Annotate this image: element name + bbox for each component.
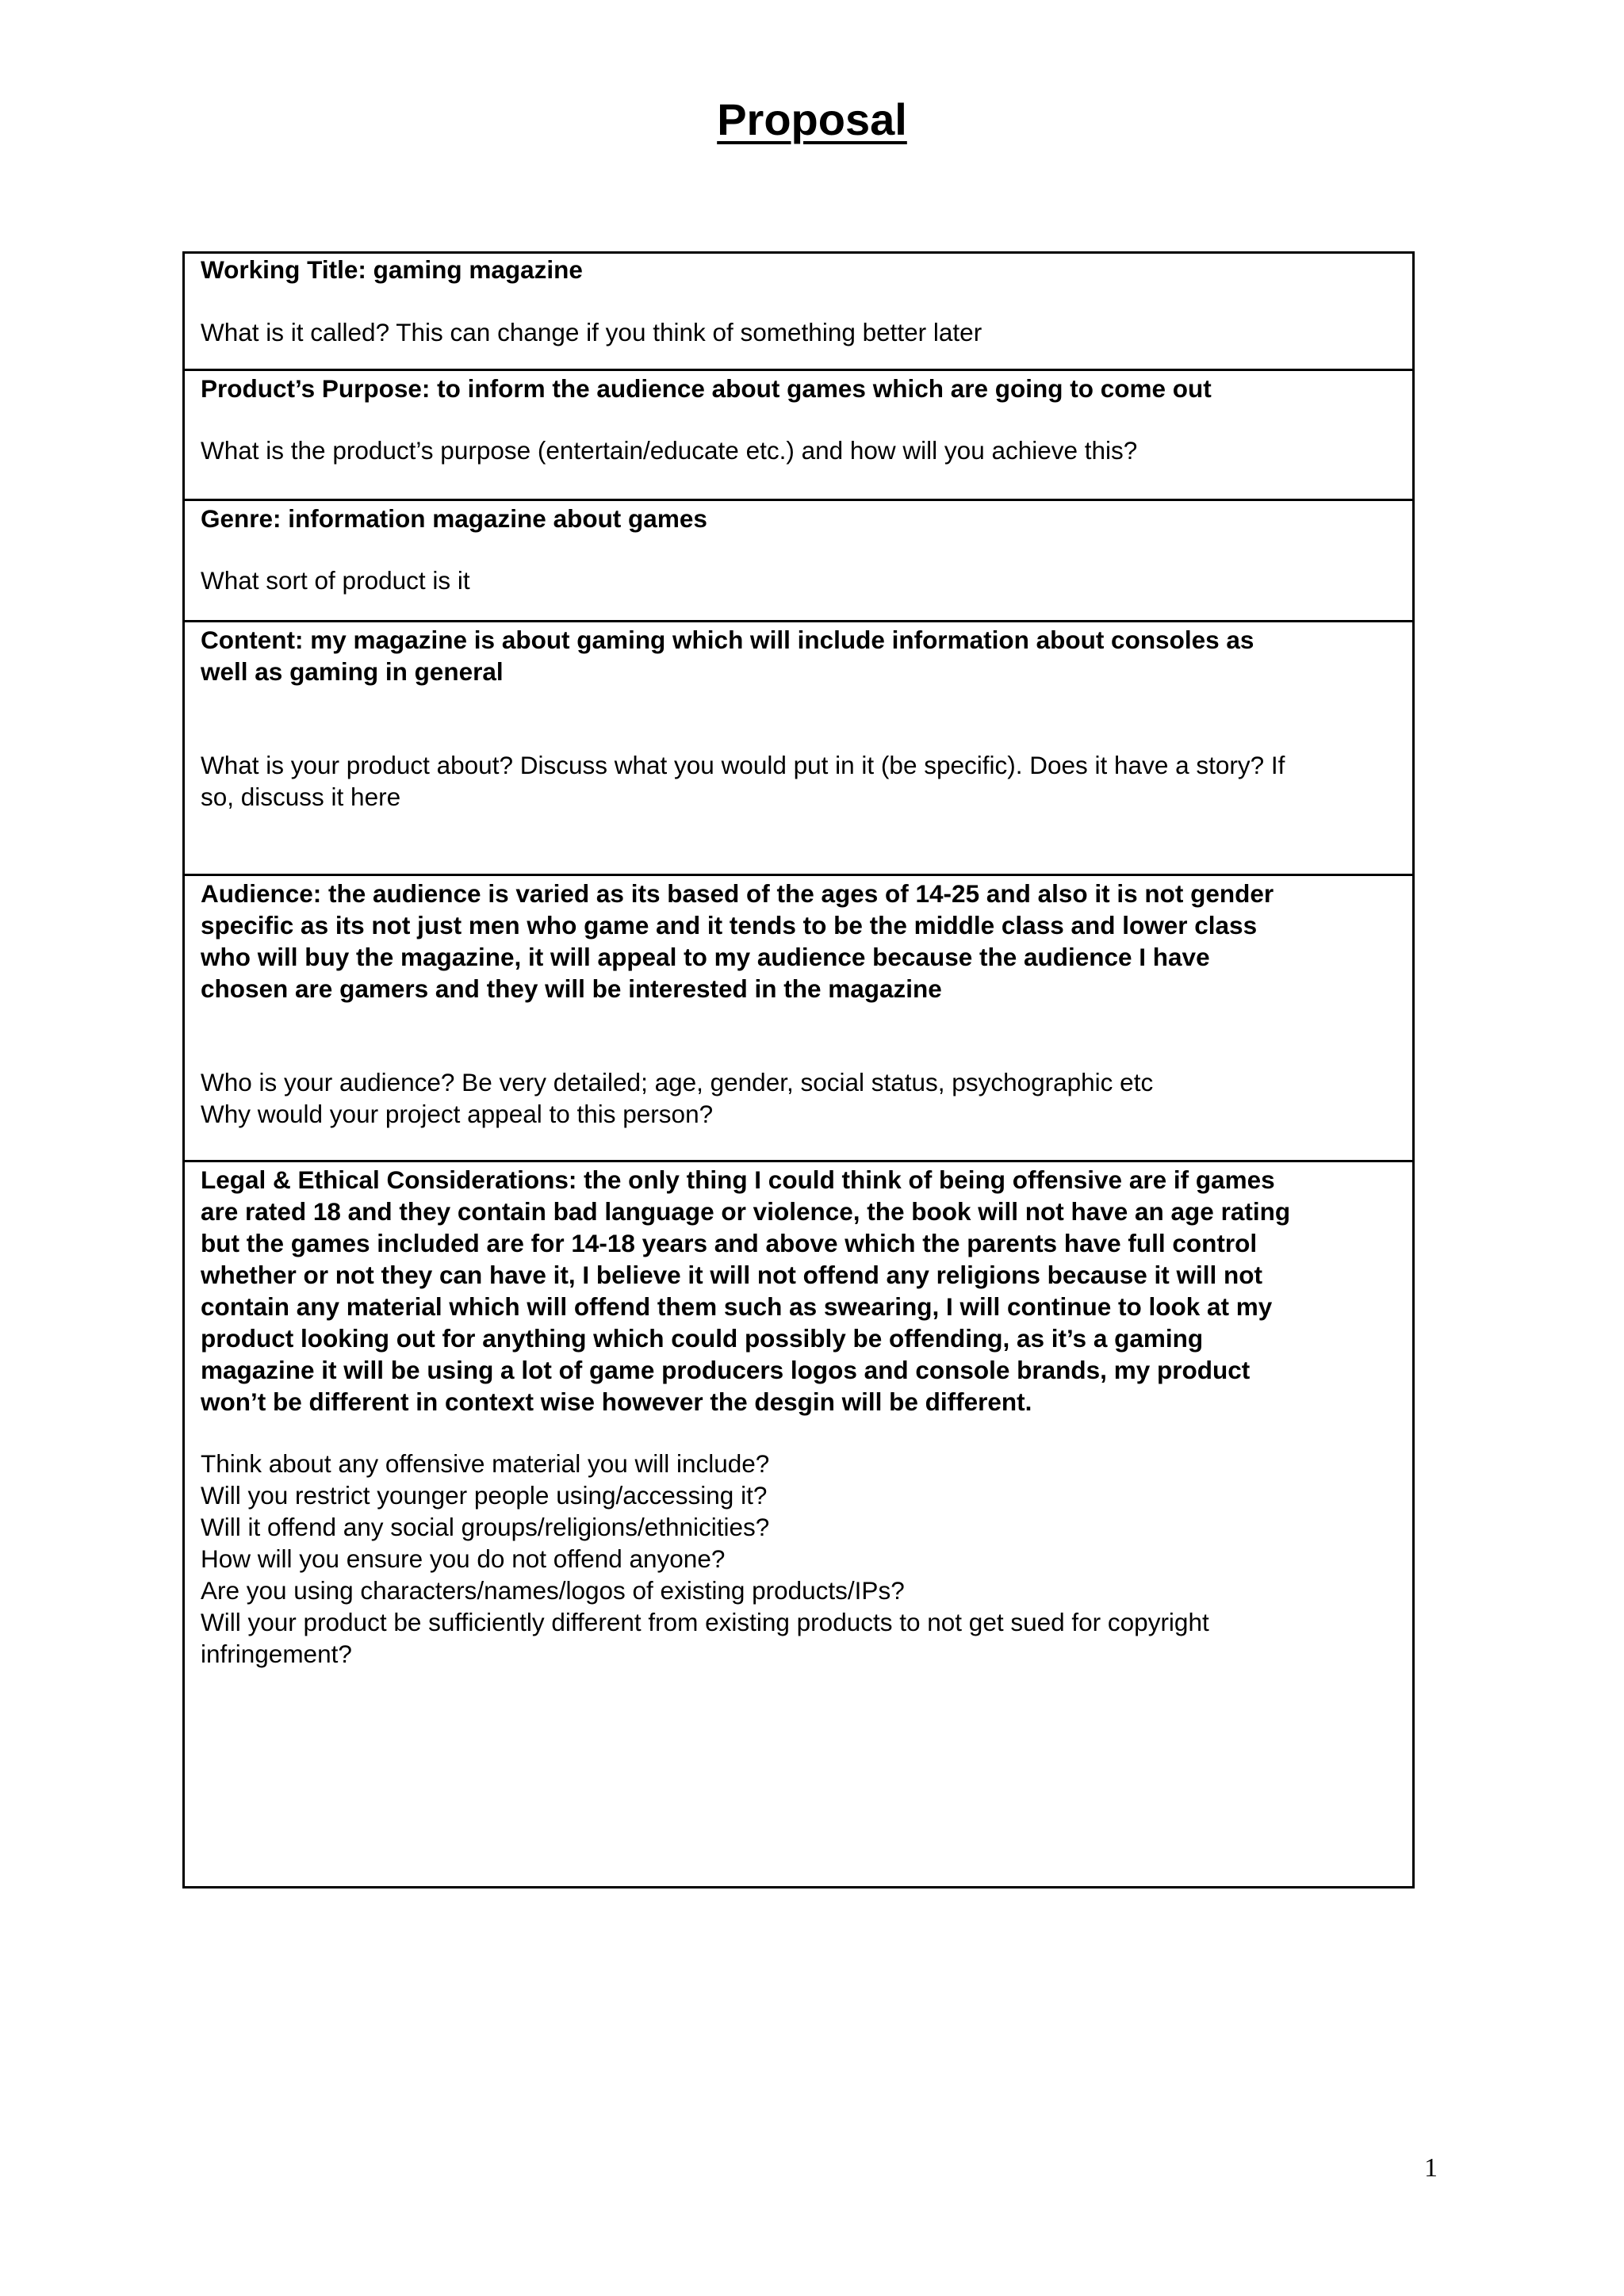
legal-heading-line: Legal & Ethical Considerations: the only thing I could think of being offensive are if games (201, 1165, 1275, 1194)
working-title-section (185, 254, 1412, 371)
content-heading-line: well as gaming in general (201, 657, 504, 686)
legal-section (185, 1162, 1412, 1886)
proposal-table (182, 251, 1415, 1888)
content-heading-line: Content: my magazine is about gaming which will include information about consoles as (201, 626, 1254, 654)
legal-prompt-line: Will your product be sufficiently different from existing products to not get sued for copyright (201, 1608, 1209, 1636)
legal-prompt-line: How will you ensure you do not offend anyone? (201, 1544, 726, 1573)
working-title-prompt: What is it called? This can change if you think of something better later (201, 318, 982, 346)
legal-prompt-line: Will you restrict younger people using/accessing it? (201, 1481, 768, 1510)
legal-heading (201, 1162, 1396, 1418)
audience-heading-line: chosen are gamers and they will be interested in the magazine (201, 974, 942, 1003)
audience-section (185, 876, 1412, 1162)
audience-prompt-line: Who is your audience? Be very detailed; age, gender, social status, psychographic etc (201, 1068, 1154, 1096)
legal-heading-line: but the games included are for 14-18 years and above which the parents have full control (201, 1229, 1258, 1257)
legal-heading-line: won’t be different in context wise however the desgin will be different. (201, 1387, 1032, 1416)
audience-heading-line: Audience: the audience is varied as its based of the ages of 14-25 and also it is not gender (201, 879, 1274, 908)
legal-prompt-line: Will it offend any social groups/religions/ethnicities? (201, 1513, 770, 1541)
page-title: Proposal (717, 94, 907, 144)
legal-heading-line: are rated 18 and they contain bad language or violence, the book will not have an age rating (201, 1197, 1291, 1226)
genre-prompt: What sort of product is it (201, 566, 470, 595)
audience-prompt-line: Why would your project appeal to this person? (201, 1100, 714, 1128)
content-prompt-line: What is your product about? Discuss what you would put in it (be specific). Does it have a story? If (201, 751, 1285, 779)
legal-heading-line: product looking out for anything which could possibly be offending, as it’s a gaming (201, 1324, 1204, 1353)
legal-heading-line: whether or not they can have it, I believe it will not offend any religions because it will not (201, 1261, 1262, 1289)
working-title-heading: Working Title: gaming magazine (201, 255, 583, 284)
content-heading (201, 622, 1396, 687)
page-number: 1 (1424, 2153, 1438, 2183)
legal-prompt-line: Think about any offensive material you will include? (201, 1449, 770, 1478)
audience-heading-line: who will buy the magazine, it will appeal to my audience because the audience I have (201, 943, 1210, 971)
legal-prompt-line: Are you using characters/names/logos of existing products/IPs? (201, 1576, 905, 1605)
content-prompt (201, 749, 1396, 813)
genre-heading: Genre: information magazine about games (201, 504, 707, 533)
legal-heading-line: magazine it will be using a lot of game producers logos and console brands, my product (201, 1356, 1251, 1384)
audience-heading (201, 876, 1396, 1004)
purpose-prompt: What is the product’s purpose (entertain/educate etc.) and how will you achieve this? (201, 436, 1138, 465)
legal-prompt-line: infringement? (201, 1640, 352, 1668)
legal-prompt (201, 1448, 1396, 1670)
audience-heading-line: specific as its not just men who game and it tends to be the middle class and lower class (201, 911, 1258, 939)
purpose-heading: Product’s Purpose: to inform the audience about games which are going to come out (201, 374, 1212, 403)
purpose-section (185, 371, 1412, 501)
legal-heading-line: contain any material which will offend them such as swearing, I will continue to look at my (201, 1292, 1273, 1321)
content-prompt-line: so, discuss it here (201, 783, 401, 811)
genre-section (185, 501, 1412, 622)
audience-prompt (201, 1066, 1396, 1130)
content-section (185, 622, 1412, 876)
